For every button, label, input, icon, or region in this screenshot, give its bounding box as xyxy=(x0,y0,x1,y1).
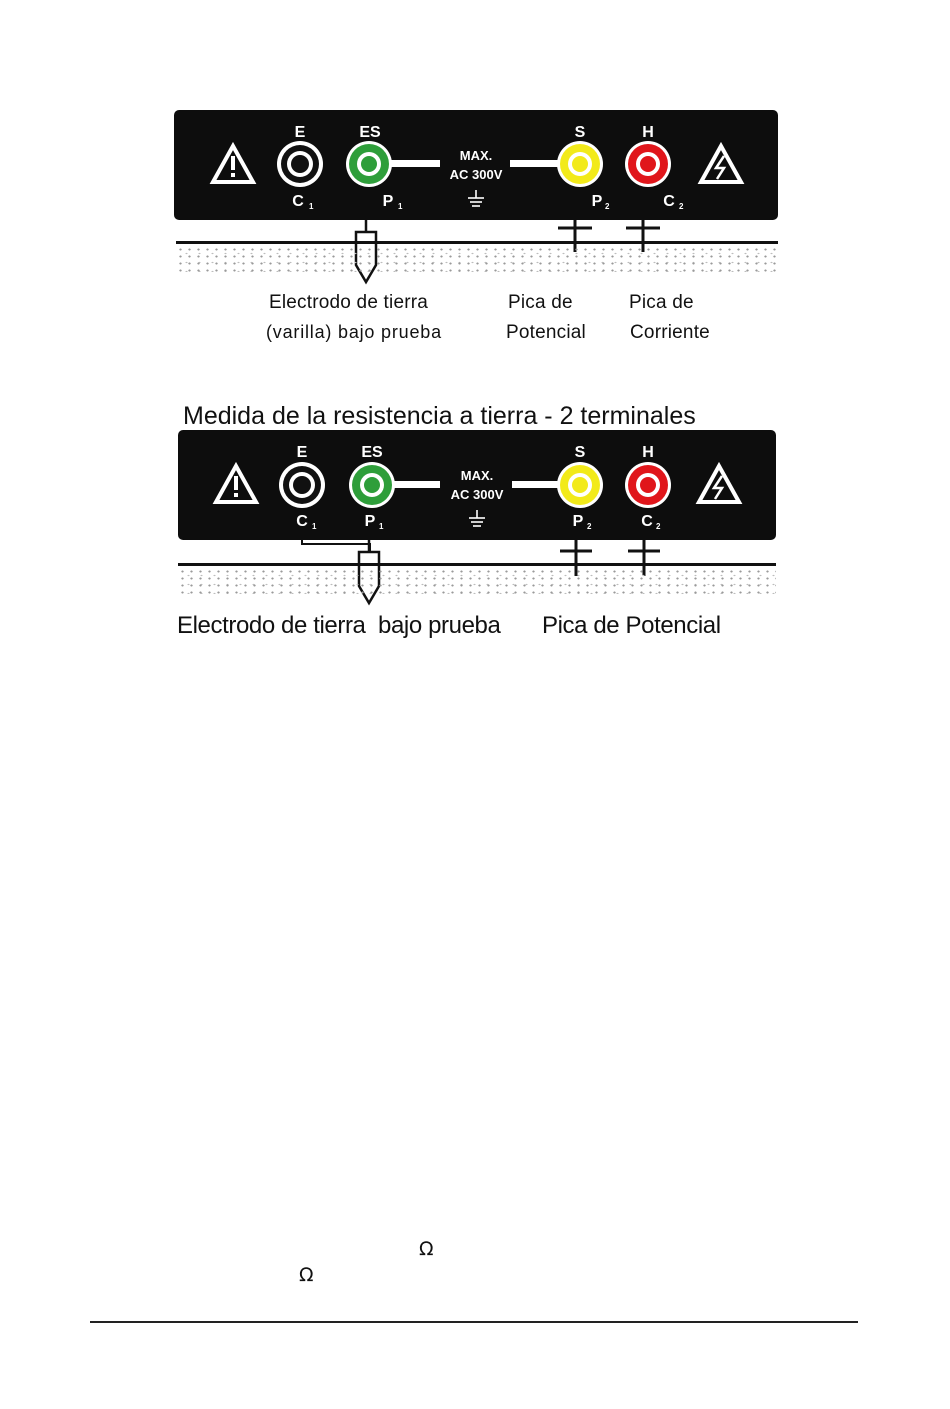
terminal-h-bottom-label: C xyxy=(663,193,675,210)
terminal-h-top-label: H xyxy=(642,124,654,141)
terminal-es-top-label: ES xyxy=(361,444,383,461)
terminal-es-bottom-label: P xyxy=(382,193,394,210)
soil-texture xyxy=(178,568,776,594)
terminal-h-bottom-label: C xyxy=(641,513,653,530)
terminal-e-bottom-label: C xyxy=(292,193,304,210)
terminal-h-top-label: H xyxy=(642,444,654,461)
terminal-h xyxy=(625,462,671,508)
max-label: MAX. xyxy=(459,148,493,163)
voltage-label: AC 300V xyxy=(449,167,503,182)
current-label-line2: Corriente xyxy=(630,322,710,343)
terminal-es-top-label: ES xyxy=(359,124,381,141)
potential-label-line2: Potencial xyxy=(506,322,586,343)
terminal-s-top-label: S xyxy=(574,124,586,141)
diagram-title: Medida de la resistencia a tierra - 2 terminales xyxy=(183,402,696,430)
potential-label-line1: Pica de xyxy=(508,292,573,313)
terminal-e-bottom-label: C xyxy=(296,513,308,530)
footer-divider xyxy=(90,1321,858,1323)
electrode-label-line1: Electrodo de tierra xyxy=(269,292,429,313)
terminal-s-bottom-label: P xyxy=(572,513,584,530)
terminal-e-bottom-sub: 1 xyxy=(309,202,314,211)
terminal-es-bottom-label: P xyxy=(364,513,376,530)
c1-jumper-wire xyxy=(302,540,370,552)
ground-symbol-icon xyxy=(469,510,485,526)
terminal-s-bottom-sub: 2 xyxy=(587,522,592,531)
ohm-symbol: Ω xyxy=(419,1238,434,1260)
terminal-es xyxy=(349,462,395,508)
terminal-s xyxy=(557,462,603,508)
ground-surface xyxy=(178,563,776,566)
terminal-s-top-label: S xyxy=(574,444,586,461)
terminal-es-bottom-sub: 1 xyxy=(398,202,403,211)
terminal-es-bottom-sub: 1 xyxy=(379,522,384,531)
electrode-label: Electrodo de tierra bajo prueba xyxy=(177,612,501,639)
voltage-label: AC 300V xyxy=(450,487,504,502)
high-voltage-icon xyxy=(699,466,739,502)
terminal-e-top-label: E xyxy=(296,444,308,461)
terminal-h-bottom-sub: 2 xyxy=(656,522,661,531)
terminal-e xyxy=(279,462,325,508)
ohm-symbol: Ω xyxy=(299,1264,314,1286)
potential-label: Pica de Potencial xyxy=(542,612,721,639)
current-label-line1: Pica de xyxy=(629,292,694,313)
terminal-e-top-label: E xyxy=(294,124,306,141)
two-terminal-diagram xyxy=(0,0,950,660)
terminal-s-bottom-label: P xyxy=(591,193,603,210)
max-label: MAX. xyxy=(460,468,494,483)
terminal-s-bottom-sub: 2 xyxy=(605,202,610,211)
electrode-label-line2: (varilla) bajo prueba xyxy=(266,322,442,342)
panel-graphics xyxy=(0,0,950,660)
terminal-e-bottom-sub: 1 xyxy=(312,522,317,531)
terminal-h-bottom-sub: 2 xyxy=(679,202,684,211)
warning-icon xyxy=(216,466,256,502)
